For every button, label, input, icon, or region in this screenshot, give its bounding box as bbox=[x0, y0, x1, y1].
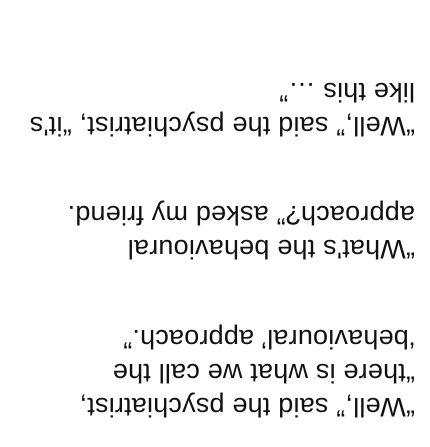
paragraph-1 bbox=[15, 322, 415, 424]
paragraph-2-line-2: approach?” asked my friend. bbox=[67, 200, 415, 230]
paragraph-3 bbox=[15, 75, 415, 143]
paragraph-1-line-3: ‘behavioural’ approach.” bbox=[123, 324, 415, 354]
paragraph-1-line-2: “there is what we call the bbox=[112, 358, 415, 388]
paragraph-3-line-1: “Well,” said the psychiatrist, “it's bbox=[29, 111, 415, 141]
paragraph-3-line-2: like this …” bbox=[279, 77, 415, 107]
paragraph-1-line-1: “Well,” said the psychiatrist, bbox=[79, 392, 415, 422]
paragraph-2 bbox=[15, 198, 415, 266]
paragraph-2-line-1: “What's the behavioural bbox=[127, 234, 415, 264]
